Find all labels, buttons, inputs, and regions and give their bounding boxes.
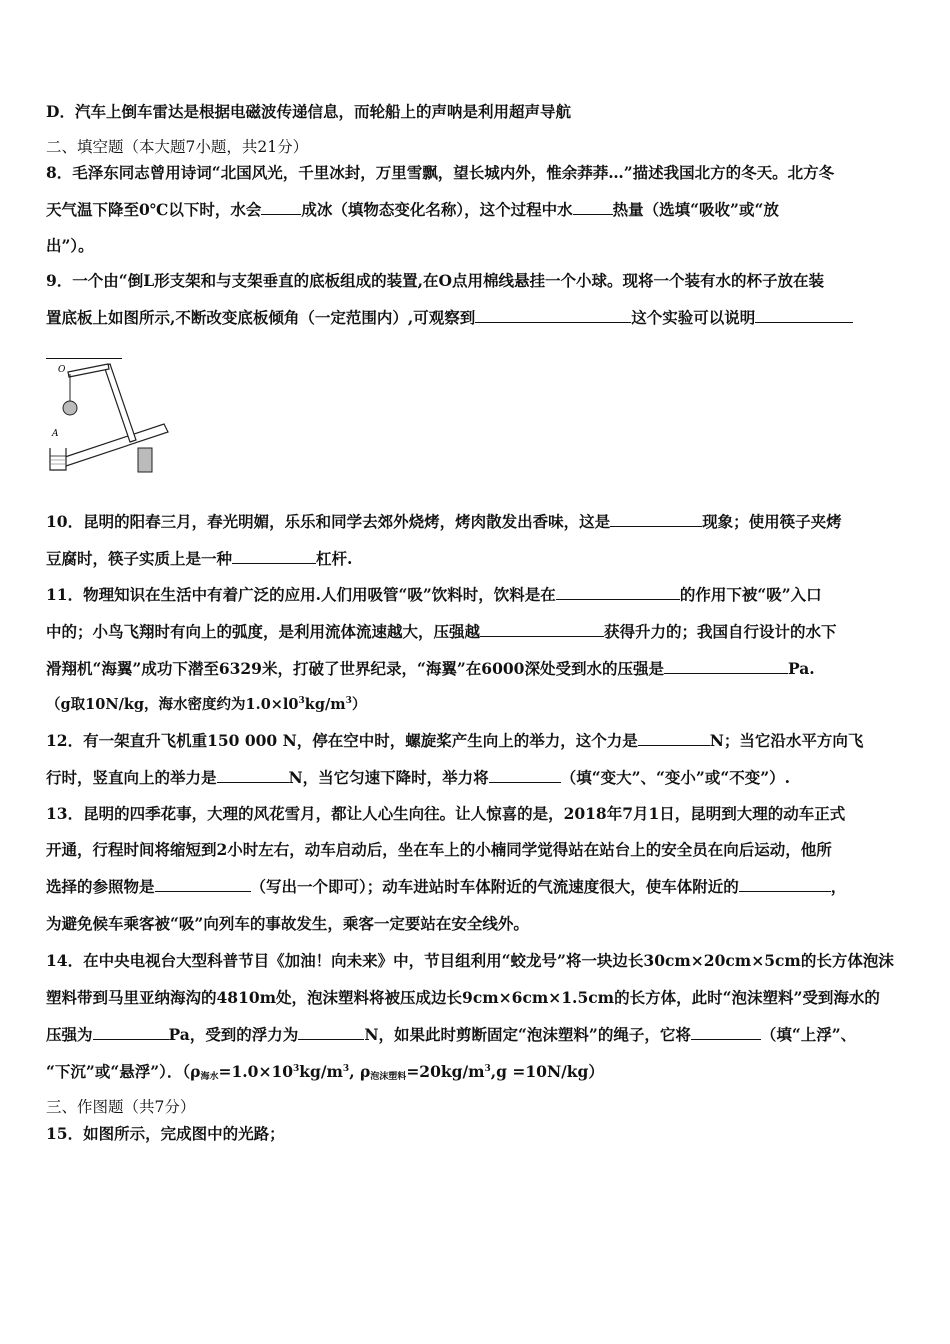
q12-text-a: 12．有一架直升飞机重150 000 N，停在空中时，螺旋桨产生向上的举力，这个力是 (46, 731, 638, 750)
pendulum-apparatus-diagram (44, 360, 170, 476)
q11-line-2 (46, 622, 837, 642)
q14-text-c: N，如果此时剪断固定“泡沫塑料”的绳子，它将 (364, 1025, 691, 1044)
q12-line-1 (46, 731, 863, 751)
line-option-d: D．汽车上倒车雷达是根据电磁波传递信息，而轮船上的声呐是利用超声导航 (46, 102, 571, 121)
q11-sup-1: 3 (298, 696, 305, 707)
q10-blank-1[interactable] (610, 512, 702, 527)
q11-text-h: kg/m (304, 696, 346, 713)
q14-sub-1: 海水 (200, 1072, 219, 1082)
section-heading-drawing: 三、作图题（共7分） (46, 1098, 196, 1116)
q11-line-4 (46, 695, 366, 715)
q14-line-2: 塑料带到马里亚纳海沟的4810m处，泡沫塑料将被压成边长9cm×6cm×1.5cm的长方体，此时“泡沫塑料”受到海水的 (46, 988, 880, 1007)
q14-text-f: =1.0×10 (218, 1062, 294, 1081)
label-o: O (58, 365, 66, 375)
q11-text-a: 11．物理知识在生活中有着广泛的应用.人们用吸管“吸”饮料时，饮料是在 (46, 585, 556, 604)
q8-line-1: 8．毛泽东同志曾用诗词“北国风光，千里冰封，万里雪飘，望长城内外，惟余莽莽…”描述我国北方的冬天。北方冬 (46, 163, 835, 182)
q11-text-c: 中的；小鸟飞翔时有向上的弧度，是利用流体流速越大，压强越 (46, 622, 481, 641)
q14-blank-3[interactable] (691, 1025, 761, 1040)
q13-text-b: （写出一个即可）；动车进站时车体附近的气流速度很大，使车体附近的 (250, 877, 739, 896)
q12-blank-2[interactable] (217, 768, 289, 783)
q12-blank-3[interactable] (489, 768, 561, 783)
q13-blank-2[interactable] (739, 877, 831, 892)
q11-blank-3[interactable] (664, 659, 788, 674)
q10-text-c: 豆腐时，筷子实质上是一种 (46, 549, 233, 568)
q10-text-d: 杠杆. (316, 549, 353, 568)
q13-line-3 (46, 877, 846, 897)
q14-text-d: （填“上浮”、 (760, 1025, 857, 1044)
q14-blank-1[interactable] (93, 1025, 169, 1040)
q14-line-1: 14．在中央电视台大型科普节目《加油！向未来》中，节目组利用“蛟龙号”将一块边长30cm×20cm×5cm的长方体泡沫 (46, 951, 894, 970)
q11-blank-2[interactable] (480, 622, 604, 637)
q14-text-b: Pa，受到的浮力为 (168, 1025, 299, 1044)
q10-line-1 (46, 512, 842, 532)
q9-blank-continued[interactable] (46, 358, 122, 359)
q9-text-a: 置底板上如图所示,不断改变底板倾角（一定范围内）,可观察到 (46, 308, 476, 327)
q11-text-i: ） (351, 696, 367, 713)
q14-text-e: “下沉”或“悬浮”）．（ρ (46, 1062, 201, 1081)
q14-sup-1: 3 (293, 1063, 300, 1074)
q10-text-a: 10．昆明的阳春三月，春光明媚，乐乐和同学去郊外烧烤，烤肉散发出香味，这是 (46, 512, 611, 531)
q11-text-b: 的作用下被“吸”入口 (679, 585, 822, 604)
q12-text-b: N；当它沿水平方向飞 (709, 731, 864, 750)
q9-blank-2[interactable] (755, 308, 853, 323)
q11-blank-1[interactable] (556, 585, 680, 600)
q12-blank-1[interactable] (638, 731, 710, 746)
section-heading-fill-in: 二、填空题（本大题7小题，共21分） (46, 138, 309, 156)
q11-line-1 (46, 585, 822, 605)
q11-text-g: （g取10N/kg，海水密度约为1.0×l0 (46, 696, 299, 713)
q11-sup-2: 3 (345, 696, 352, 707)
q14-sub-2: 泡沫塑料 (370, 1072, 407, 1082)
q13-blank-1[interactable] (155, 877, 251, 892)
q14-sup-2: 3 (342, 1063, 350, 1074)
q14-text-g: kg/m (299, 1062, 343, 1081)
q13-line-2: 开通，行程时间将缩短到2小时左右，动车启动后，坐在车上的小楠同学觉得站在站台上的安全员在向后运动，他所 (46, 840, 832, 859)
inclined-stand-figure (44, 360, 170, 476)
q15-line: 15．如图所示，完成图中的光路； (46, 1124, 285, 1143)
q12-text-c: 行时，竖直向上的举力是 (46, 768, 217, 787)
q11-text-e: 滑翔机“海翼”成功下潜至6329米，打破了世界纪录，“海翼”在6000深处受到水的压强是 (46, 659, 664, 678)
q10-blank-2[interactable] (232, 549, 316, 564)
q11-text-d: 获得升力的；我国自行设计的水下 (604, 622, 837, 641)
label-a: A (52, 429, 59, 439)
q14-line-4 (46, 1062, 604, 1082)
q14-text-j: ,g =10N/kg） (490, 1062, 604, 1081)
q13-line-4: 为避免候车乘客被“吸”向列车的事故发生，乘客一定要站在安全线外。 (46, 914, 529, 933)
q14-blank-2[interactable] (298, 1025, 364, 1040)
q10-line-2 (46, 549, 352, 569)
q13-line-1: 13．昆明的四季花事，大理的风花雪月，都让人心生向往。让人惊喜的是，2018年7月1日，昆明到大理的动车正式 (46, 804, 846, 823)
q11-line-3 (46, 659, 815, 679)
q14-text-i: =20kg/m (406, 1062, 485, 1081)
q8-line-2 (46, 200, 779, 220)
q8-text-b: 成冰（填物态变化名称），这个过程中水 (301, 200, 573, 219)
q8-blank-1[interactable] (261, 200, 301, 215)
q14-text-h: , ρ (349, 1062, 371, 1081)
q12-text-d: N，当它匀速下降时，举力将 (288, 768, 489, 787)
q13-text-a: 选择的参照物是 (46, 877, 155, 896)
q14-text-a: 压强为 (46, 1025, 93, 1044)
q14-sup-3: 3 (484, 1063, 491, 1074)
q9-blank-1[interactable] (475, 308, 631, 323)
q10-text-b: 现象；使用筷子夹烤 (702, 512, 842, 531)
q9-line-1: 9．一个由“倒L形支架和与支架垂直的底板组成的装置,在O点用棉线悬挂一个小球。现将一个装有水的杯子放在装 (46, 271, 825, 290)
q8-line-3: 出”）。 (46, 236, 94, 255)
q9-line-2 (46, 308, 853, 328)
q8-text-a: 天气温下降至0℃以下时，水会 (46, 200, 262, 219)
q11-text-f: Pa. (787, 659, 815, 678)
q12-line-2 (46, 768, 790, 788)
q8-blank-2[interactable] (573, 200, 613, 215)
q13-text-c: ， (830, 877, 847, 896)
q9-text-b: 这个实验可以说明 (631, 308, 756, 327)
q12-text-e: （填“变大”、“变小”或“不变”）. (560, 768, 791, 787)
q8-text-c: 热量（选填“吸收”或“放 (612, 200, 779, 219)
q14-line-3 (46, 1025, 856, 1045)
